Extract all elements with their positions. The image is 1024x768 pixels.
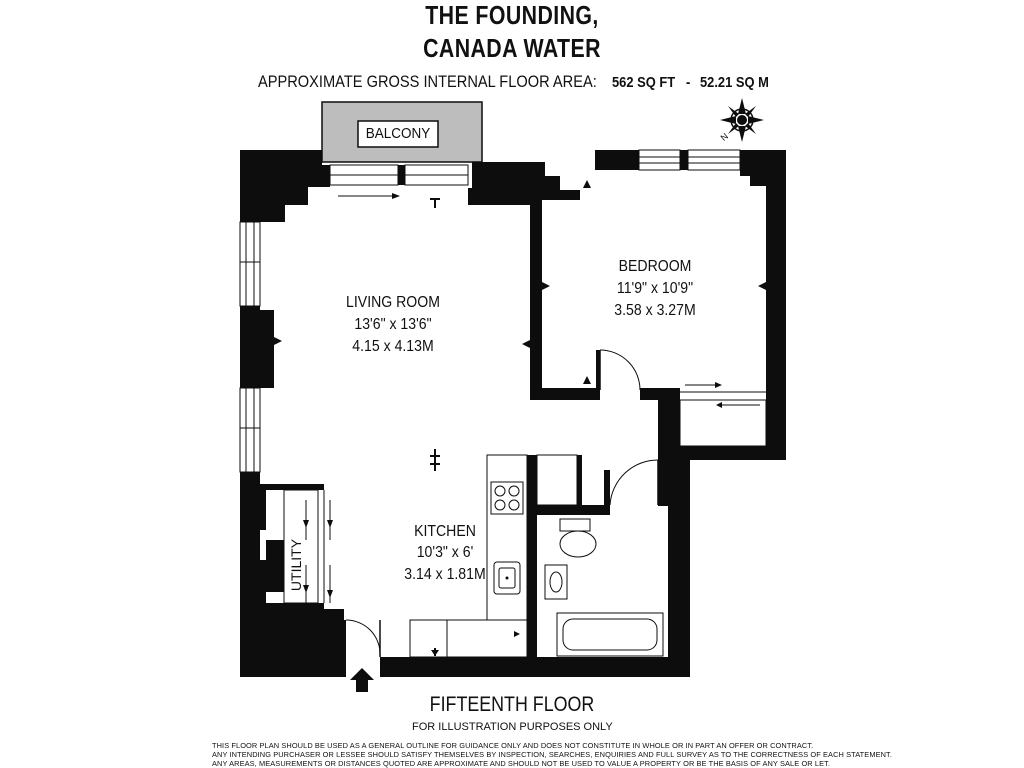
wall-kitchen-bath bbox=[527, 455, 537, 657]
kitchen-hob bbox=[491, 482, 523, 514]
compass-north-label: N bbox=[718, 131, 730, 143]
wall-top-middle bbox=[468, 162, 580, 205]
floor-area-sqft: 562 SQ FT bbox=[612, 74, 676, 91]
wall-utility-left-b bbox=[260, 560, 266, 603]
kitchen-name: KITCHEN bbox=[414, 523, 476, 540]
bedroom-door-swing bbox=[600, 350, 640, 390]
wall-bath-top-right bbox=[658, 400, 670, 506]
bedroom-imperial: 11'9" x 10'9" bbox=[616, 280, 694, 297]
wall-bottom-left bbox=[240, 657, 340, 677]
living-room-name: LIVING ROOM bbox=[346, 294, 440, 311]
living-room-imperial: 13'6" x 13'6" bbox=[354, 316, 432, 333]
wall-utility-top bbox=[260, 484, 324, 490]
wall-utility-left-a bbox=[260, 490, 266, 530]
disclaimer-line-1: THIS FLOOR PLAN SHOULD BE USED AS A GENERAL OUTLINE FOR GUIDANCE ONLY AND DOES NOT CONSTITUTE IN WHOLE OR IN PART AN OFFER OR CONTRACT. bbox=[212, 741, 814, 750]
window-bedroom-1 bbox=[639, 150, 680, 170]
wall-balcony-mullion bbox=[398, 165, 405, 185]
wall-top-right-a bbox=[595, 150, 639, 170]
window-living-left-2 bbox=[240, 388, 260, 472]
floor-area-label: APPROXIMATE GROSS INTERNAL FLOOR AREA: bbox=[258, 72, 597, 91]
wall-bath-top bbox=[527, 505, 607, 515]
wall-utility-riser bbox=[266, 540, 284, 592]
bathroom-bath bbox=[557, 613, 663, 656]
bathroom-basin bbox=[545, 565, 567, 599]
wall-bottom bbox=[380, 657, 690, 677]
wall-balcony-joint-left bbox=[322, 165, 330, 187]
bedroom-metric: 3.58 x 3.27M bbox=[614, 302, 696, 319]
window-bedroom-2 bbox=[688, 150, 740, 170]
floor-label: FIFTEENTH FLOOR bbox=[429, 693, 595, 716]
wall-riser-right bbox=[577, 455, 582, 505]
disclaimer-line-2: ANY INTENDING PURCHASER OR LESSEE SHOULD SATISFY THEMSELVES BY INSPECTION, SEARCHES, ENQUIRIES AND FULL SURVEY AS TO THE CORRECTNESS OF EACH STATEMENT. bbox=[212, 750, 892, 759]
title-line-2: CANADA WATER bbox=[423, 33, 601, 63]
living-room-metric: 4.15 x 4.13M bbox=[352, 338, 434, 355]
wall-utility-bottom bbox=[260, 603, 324, 609]
wall-right-outer bbox=[766, 150, 786, 460]
bathroom-wc bbox=[560, 519, 596, 557]
wall-living-bedroom bbox=[530, 205, 542, 395]
kitchen-metric: 3.14 x 1.81M bbox=[404, 566, 486, 583]
wall-utility-lower bbox=[260, 609, 344, 657]
floor-area-separator: - bbox=[686, 74, 691, 91]
wall-bath-door-jamb bbox=[604, 470, 610, 515]
wall-entrance-jamb bbox=[340, 620, 346, 677]
window-living-left-1 bbox=[240, 222, 260, 306]
title-line-1: THE FOUNDING, bbox=[425, 0, 599, 30]
wall-top-right-b bbox=[680, 150, 688, 170]
entrance-arrow-icon bbox=[350, 668, 374, 692]
utility-label: UTILITY bbox=[288, 538, 304, 592]
disclaimer-line-3: ANY AREAS, MEASUREMENTS OR DISTANCES QUOTED ARE APPROXIMATE AND SHOULD NOT BE USED TO VALUE A PROPERTY OR BE THE BASIS OF ANY SALE OR LET. bbox=[212, 759, 831, 768]
illustration-note: FOR ILLUSTRATION PURPOSES ONLY bbox=[412, 721, 613, 733]
bedroom-name: BEDROOM bbox=[618, 258, 692, 275]
wall-left-column bbox=[260, 310, 274, 388]
balcony-label: BALCONY bbox=[365, 125, 431, 142]
wall-hall-bedroom bbox=[640, 388, 680, 400]
bathroom-door-swing bbox=[610, 460, 658, 505]
hall-cupboard bbox=[537, 455, 577, 505]
bedroom-wardrobe bbox=[680, 400, 766, 446]
entrance-door-swing bbox=[346, 620, 380, 656]
kitchen-counter-bottom bbox=[410, 620, 527, 657]
floor-area-sqm: 52.21 SQ M bbox=[700, 74, 769, 91]
kitchen-imperial: 10'3" x 6' bbox=[416, 544, 474, 561]
wall-bedroom-bottom bbox=[530, 388, 596, 400]
wall-bathroom-right bbox=[668, 446, 690, 676]
